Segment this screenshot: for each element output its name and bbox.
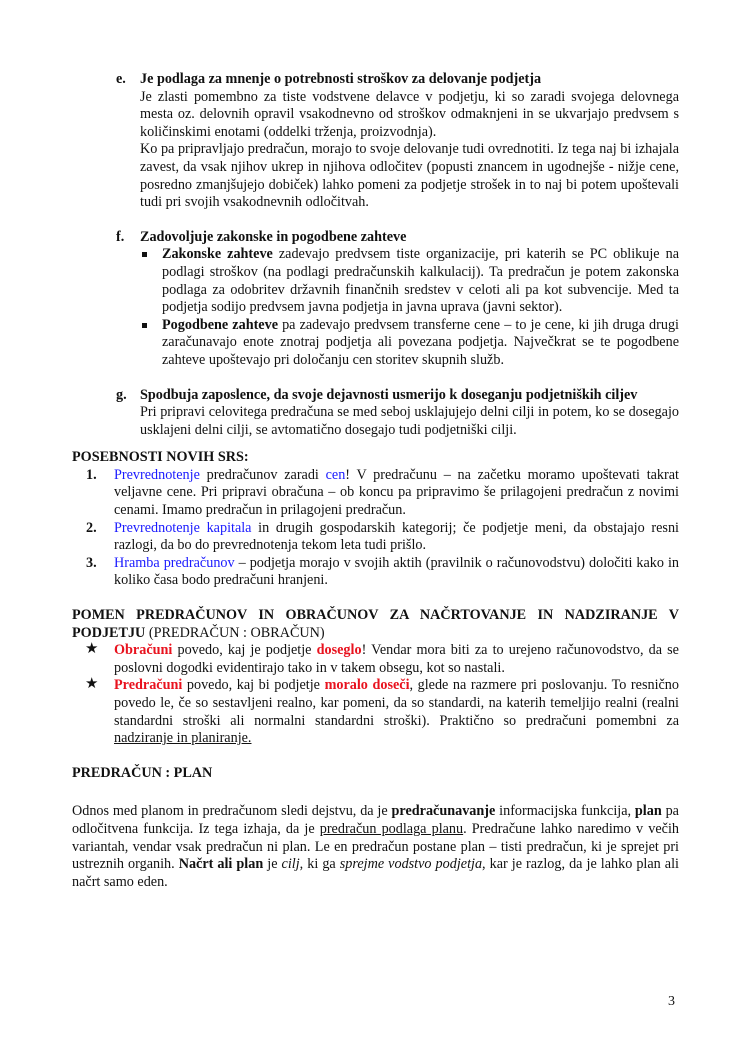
bold-text: plan — [634, 803, 662, 820]
highlight-term: Hramba predračunov — [114, 554, 235, 571]
item-text: povedo, kaj bi podjetje — [182, 677, 325, 694]
heading-normal: (PREDRAČUN : OBRAČUN) — [145, 624, 325, 641]
text: informacijska funkcija, — [495, 803, 635, 820]
plan-heading: PREDRAČUN : PLAN — [72, 764, 213, 781]
text: Odnos med planom in predračunom sledi dejstvu, da je — [72, 803, 392, 820]
paragraph: Ko pa pripravljajo predračun, morajo to svoje delovanje tudi ovrednotiti. Iz tega naj bi izhajala zavest, da vsak njihov ukrep in njihova odločitev (popusti znancem in ugodnejše - nižje cene, posredno zmanjšujejo dobiček) lahko pomeni za podjetje strošek in to naj bi potem upoštevali tudi pri svojih vsakodnevnih odločitvah. — [140, 141, 679, 211]
posebnosti-heading: POSEBNOSTI NOVIH SRS: — [72, 449, 249, 466]
text: , kar je razlog, da je lahko plan ali načrt samo eden. — [72, 856, 679, 890]
plan-paragraph — [72, 803, 679, 891]
text: pa odločitvena funkcija. Iz tega izhaja, da je — [72, 803, 679, 837]
star-icon: ★ — [85, 676, 99, 693]
highlight-term: Prevrednotenje — [114, 466, 200, 483]
section-e — [72, 71, 679, 212]
text: . Predračune lahko naredimo v večih variantah, vendar vsak predračun ni plan. Le en predračun postane plan – tisti predračun, ki je sprejet pri ustreznih organih. — [72, 820, 679, 873]
italic-text: cilj — [281, 856, 300, 873]
bullet-item — [72, 246, 679, 316]
highlight-term: Predračuni — [114, 677, 183, 694]
paragraph: Je zlasti pomembno za tiste vodstvene delavce v podjetju, ki so zaradi svojega delovnega mesta oz. delovnih opravil vsakodnevno od stroškov odmaknjeni in se ukvarjajo predvsem s količinskimi enotami (oddelki trženja, proizvodnja). — [140, 88, 679, 140]
highlight-term: Prevrednotenje kapitala — [114, 519, 252, 536]
text: je — [263, 856, 282, 873]
item-number: 1. — [86, 466, 97, 483]
item-text: ! Vendar mora biti za to urejeno računovodstvo, da se poslovni dogodki evidentirajo tako in v takem obsegu, kot so nastali. — [114, 642, 679, 676]
item-text: povedo, kaj je podjetje — [172, 642, 317, 659]
section-title: Spodbuja zaposlence, da svoje dejavnosti usmerijo k doseganju podjetniških ciljev — [140, 386, 638, 403]
page-number: 3 — [668, 994, 675, 1009]
list-marker: f. — [116, 228, 125, 245]
highlight-term: Obračuni — [114, 642, 173, 659]
list-marker: e. — [116, 71, 126, 87]
numbered-item — [72, 520, 679, 555]
star-item — [72, 642, 679, 677]
highlight-term: moralo doseči — [324, 677, 410, 694]
bullet-item — [72, 317, 679, 370]
item-text: in drugih gospodarskih kategorij; če podjetje meni, da obstajajo resni razlogi, da bo do prevrednotenja tekom leta tudi prišlo. — [114, 519, 679, 554]
numbered-item — [72, 555, 679, 590]
star-item — [72, 677, 679, 747]
item-number: 3. — [86, 554, 97, 571]
bullet-term: Zakonske zahteve — [162, 246, 273, 263]
bullet-text: pa zadevajo predvsem transferne cene – to je cene, ki jih druga drugi zaračunavajo enote znotraj podjetja ali povezana podjetja. Največkrat se te pogodbene zahteve upoštevajo pri določanju cen storitev skupnih služb. — [162, 316, 679, 368]
square-bullet-icon — [142, 323, 147, 328]
item-text: , glede na razmere pri poslovanju. To resnično povedo le, če so sestavljeni realno, kar pomeni, da so standardi, na katerih temeljijo realni (realni standardni stroški ali normalni standardni stroški). Praktično so predračuni pomembni za — [114, 677, 679, 729]
bullet-text: zadevajo predvsem tiste organizacije, pri katerih se PC oblikuje na podlagi stroškov (na podlagi predračunskih kalkulacij). Ta predračun je potem zakonska podlaga za odobritev državnih finančnih sredstev v celoti ali pa kot subvencije. Med ta podjetja sodijo predvsem javna podjetja in javna uprava (javni sektor). — [162, 246, 680, 316]
bold-text: Načrt ali plan — [178, 856, 264, 873]
paragraph: Pri pripravi celovitega predračuna se med seboj usklajujejo delni cilji in potem, ko se dosegajo usklajeni delni cilji, se avtomatično dosegajo tudi podjetniški cilji. — [140, 404, 679, 438]
text: , ki ga — [299, 856, 340, 873]
list-marker: g. — [116, 386, 127, 403]
item-text: ! V predračunu – na začetku moramo upoštevati takrat veljavne cene. Pri pripravi obračuna – ob koncu pa pripravimo še prilagojeni predračun z novimi cenami. Imamo predračun in prilagojeni predračun. — [114, 466, 679, 519]
section-title: Je podlaga za mnenje o potrebnosti stroškov za delovanje podjetja — [140, 71, 542, 87]
square-bullet-icon — [142, 252, 147, 257]
item-text: – podjetja morajo v svojih aktih (pravilnik o računovodstvu) določiti kako in koliko časa bodo predračuni hranjeni. — [114, 554, 679, 589]
bold-text: predračunavanje — [391, 803, 496, 820]
section-title: Zadovoljuje zakonske in pogodbene zahteve — [140, 228, 407, 245]
item-text: predračunov zaradi — [199, 466, 326, 483]
highlight-term: doseglo — [316, 642, 362, 659]
document-page — [72, 71, 679, 891]
underlined-text: nadziranje in planiranje. — [114, 730, 252, 747]
bullet-term: Pogodbene zahteve — [162, 316, 278, 333]
section-f — [72, 229, 679, 247]
underlined-text: predračun podlaga planu — [319, 820, 464, 837]
item-number: 2. — [86, 519, 97, 536]
star-icon: ★ — [85, 641, 99, 658]
highlight-term: cen — [325, 466, 346, 483]
italic-text: sprejme vodstvo podjetja — [339, 856, 483, 873]
section-g — [72, 387, 679, 440]
heading-bold: POMEN PREDRAČUNOV IN OBRAČUNOV ZA NAČRTOVANJE IN NADZIRANJE V PODJETJU — [72, 607, 679, 641]
pomen-heading — [72, 607, 679, 642]
numbered-item — [72, 467, 679, 520]
